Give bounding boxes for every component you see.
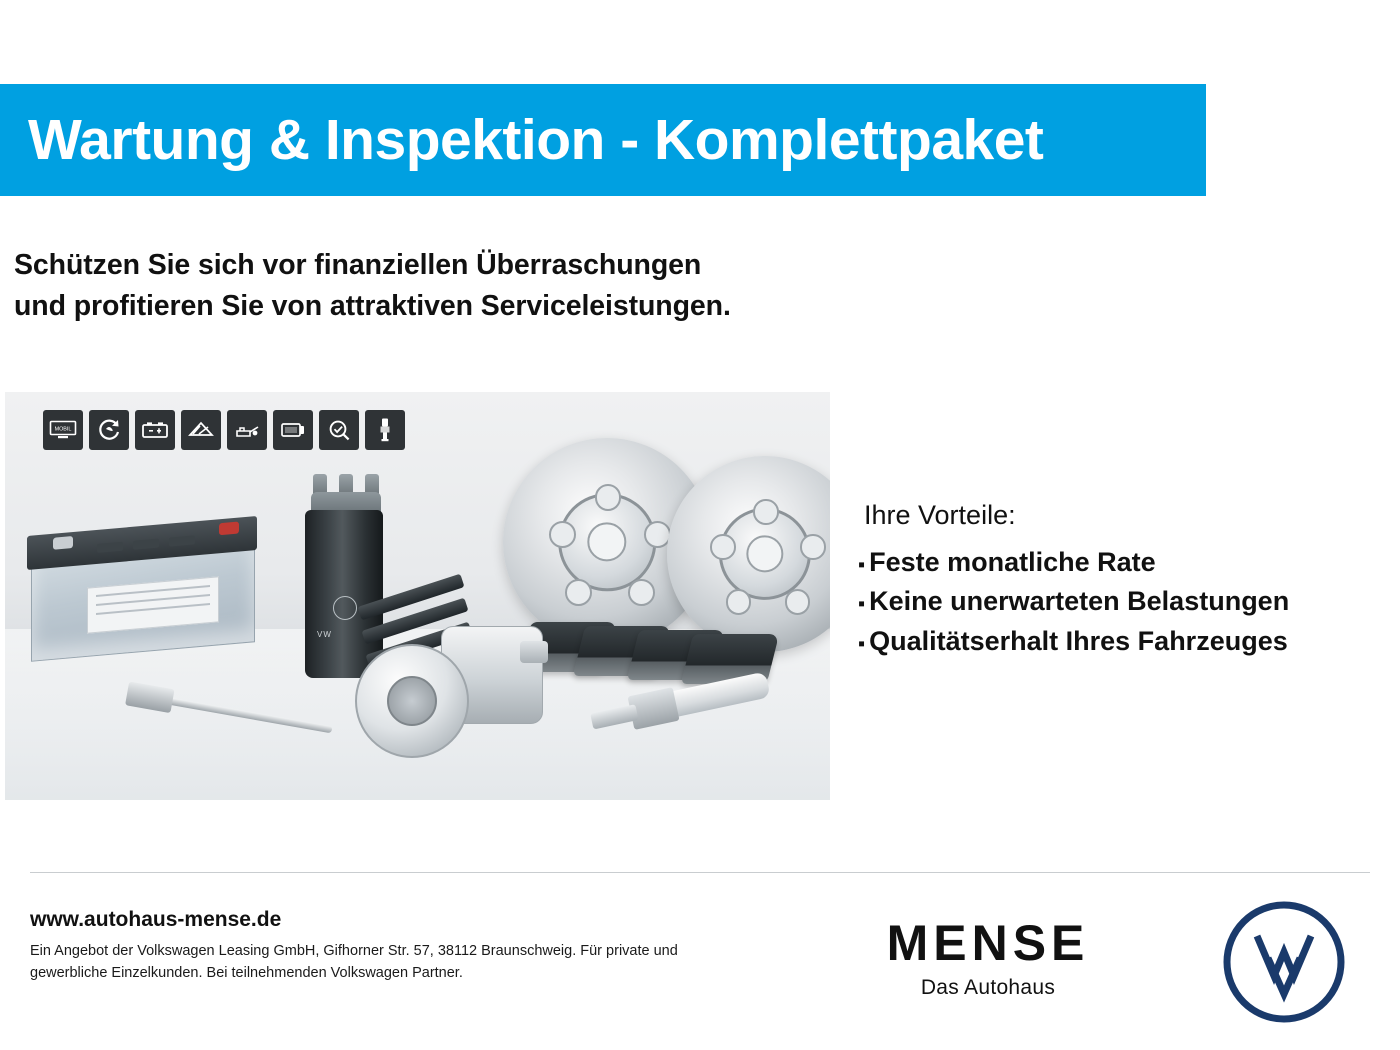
spark-plug-insulator [667, 671, 770, 717]
footer-divider [30, 872, 1370, 873]
benefits-title: Ihre Vorteile: [864, 500, 1016, 530]
ac-compressor [355, 620, 545, 780]
glow-plug-hex [125, 681, 174, 713]
disc-bolt-hole [785, 589, 811, 615]
spark-plug-icon [365, 410, 405, 450]
battery-cell-cap [169, 535, 195, 546]
service-icon-strip [43, 410, 405, 450]
benefit-label: Keine unerwarteten Belastungen [869, 586, 1290, 617]
disc-bolt-hole [753, 499, 779, 525]
svg-text:MOBIL: MOBIL [54, 426, 72, 433]
bullet-icon: ▪ [858, 554, 866, 576]
vw-emblem-on-part [333, 596, 357, 620]
oil-can-icon [227, 410, 267, 450]
car-battery [27, 520, 259, 660]
service-display-icon [43, 410, 83, 450]
brake-disc-pad-icon [273, 410, 313, 450]
subheadline [14, 245, 1014, 327]
battery-icon [135, 410, 175, 450]
inspection-magnifier-icon [319, 410, 359, 450]
wiper-blade-icon [181, 410, 221, 450]
disc-bolt-hole [595, 484, 622, 511]
legal-line-2: private und gewerbliche Einzelkunden. Bei teilnehmenden Volkswagen Partner. [30, 943, 678, 982]
disc-bolt-hole [549, 521, 576, 548]
battery-negative-terminal [53, 536, 73, 550]
legal-line-1: Ein Angebot der Volkswagen Leasing GmbH, Gifhorner Str. 57, 38112 Braunschweig. Für [30, 943, 603, 959]
dealer-name: MENSE [886, 915, 1090, 971]
disc-bolt-hole [800, 534, 826, 560]
headline-banner [0, 84, 1206, 196]
volkswagen-logo [1222, 900, 1346, 1024]
dealer-website-link[interactable]: www.autohaus-mense.de [30, 908, 282, 931]
spark-plug-tip [590, 704, 638, 729]
compressor-clutch-pulley [355, 644, 469, 758]
dealer-tagline: Das Autohaus [920, 976, 1056, 999]
bullet-icon: ▪ [858, 632, 866, 655]
page-title: Wartung & Inspektion - Komplettpaket [28, 108, 1044, 172]
oil-change-cycle-icon [89, 410, 129, 450]
benefit-label: Qualitätserhalt Ihres Fahrzeuges [869, 625, 1288, 656]
service-parts-photo [5, 392, 830, 800]
legal-disclaimer [30, 940, 720, 985]
benefits-block [858, 500, 1392, 661]
battery-positive-terminal [219, 522, 239, 536]
battery-cell-cap [133, 539, 159, 550]
benefit-item [858, 543, 1392, 582]
battery-cell-cap [97, 542, 123, 553]
compressor-port [520, 641, 548, 663]
subheadline-line-1: Schützen Sie sich vor finanziellen Überraschungen [14, 249, 702, 281]
filter-part-text: VW [317, 630, 332, 639]
benefit-item [858, 622, 1392, 661]
benefit-label: Feste monatliche Rate [869, 547, 1156, 577]
dealer-logo [838, 915, 1138, 1000]
bullet-icon: ▪ [858, 593, 866, 616]
subheadline-line-2: und profitieren Sie von attraktiven Serviceleistungen. [14, 290, 731, 323]
disc-bolt-hole [710, 534, 736, 560]
benefit-item [858, 582, 1392, 621]
